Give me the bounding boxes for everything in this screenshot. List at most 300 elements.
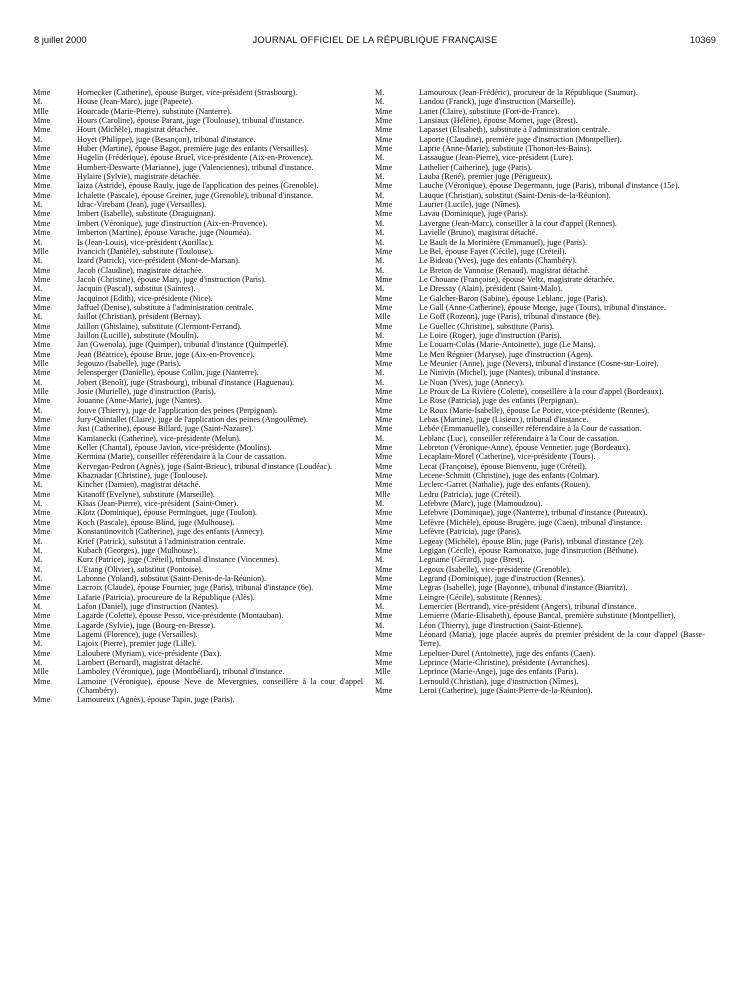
civility-title: Mme xyxy=(33,620,51,630)
civility-title: M. xyxy=(33,555,43,565)
civility-title: Mme xyxy=(375,461,393,471)
magistrate-entry xyxy=(33,387,363,396)
civility-title: Mme xyxy=(33,443,51,453)
civility-title: Mme xyxy=(33,676,51,686)
entry-text: Lernould (Christian), juge d'instruction (Nîmes). xyxy=(419,676,579,686)
entry-text: Le Louarn-Colas (Marie-Antoinette), juge (Le Mans). xyxy=(419,340,596,350)
magistrate-entry xyxy=(375,555,705,564)
entry-text: Lagemi (Florence), juge (Versailles). xyxy=(77,629,198,639)
civility-title: Mme xyxy=(33,415,51,425)
civility-title: Mme xyxy=(33,424,51,434)
civility-title: M. xyxy=(375,620,385,630)
civility-title: Mme xyxy=(375,573,393,583)
entry-text: Leblanc (Luc), conseiller référendaire à la Cour de cassation. xyxy=(419,433,620,443)
civility-title: M. xyxy=(33,97,43,107)
civility-title: Mme xyxy=(375,106,393,116)
civility-title: M. xyxy=(33,545,43,555)
entry-text: Jouve (Thierry), juge de l'application des peines (Perpignan). xyxy=(77,405,277,415)
civility-title: Mme xyxy=(33,162,51,172)
entry-text: Kervegan-Pedron (Agnès), juge (Saint-Brieuc), tribunal d'instance (Loudéac). xyxy=(77,461,332,471)
entry-text: Lapasset (Elisabeth), substitute à l'administration centrale. xyxy=(419,125,610,135)
entry-text: Le Meunier (Anne), juge (Nevers), tribunal d'instance (Cosne-sur-Loire). xyxy=(419,358,659,368)
magistrate-entry xyxy=(33,116,363,125)
civility-title: M. xyxy=(33,564,43,574)
entry-text: Keller (Chantal), épouse Javion, vice-présidente (Moulins). xyxy=(77,443,272,453)
entry-text: Hourcade (Marie-Pierre), substitute (Nanterre). xyxy=(77,106,232,116)
civility-title: Mme xyxy=(375,611,393,621)
magistrate-entry xyxy=(375,303,705,312)
magistrate-entry xyxy=(375,434,705,443)
civility-title: M. xyxy=(375,88,385,97)
civility-title: Mme xyxy=(33,489,51,499)
magistrate-entry xyxy=(33,602,363,611)
civility-title: M. xyxy=(33,377,43,387)
entry-text: Landou (Franck), juge d'instruction (Marseille). xyxy=(419,97,576,107)
civility-title: Mme xyxy=(375,443,393,453)
magistrate-entry xyxy=(375,443,705,452)
magistrate-entry xyxy=(33,144,363,153)
magistrate-entry xyxy=(375,480,705,489)
entry-text: Jan (Gwenola), juge (Quimper), tribunal d'instance (Quimperlé). xyxy=(77,340,289,350)
civility-title: Mme xyxy=(375,657,393,667)
entry-text: Lamouroux (Jean-Frédéric), procureur de la République (Saumur). xyxy=(419,88,638,97)
civility-title: M. xyxy=(33,639,43,649)
magistrate-entry xyxy=(33,583,363,592)
entry-text: Lefebvre (Dominique), juge (Nanterre), tribunal d'instance (Puteaux). xyxy=(419,508,648,518)
civility-title: Mme xyxy=(375,209,393,219)
civility-title: M. xyxy=(375,499,385,509)
civility-title: M. xyxy=(375,377,385,387)
civility-title: Mme xyxy=(33,330,51,340)
civility-title: Mme xyxy=(33,508,51,518)
magistrate-entry xyxy=(33,396,363,405)
magistrate-entry xyxy=(375,135,705,144)
magistrate-entry xyxy=(375,546,705,555)
civility-title: Mme xyxy=(375,564,393,574)
civility-title: Mme xyxy=(33,209,51,219)
civility-title: Mme xyxy=(33,349,51,359)
entry-text: Lacroix (Claude), épouse Fournier, juge (Paris), tribunal d'instance (6e). xyxy=(77,583,314,593)
entry-text: Le Loire (Roger), juge d'instruction (Paris). xyxy=(419,330,562,340)
magistrate-entry xyxy=(33,434,363,443)
magistrate-entry xyxy=(375,667,705,676)
journal-title: JOURNAL OFFICIEL DE LA RÉPUBLIQUE FRANÇAISE xyxy=(252,34,498,45)
civility-title: M. xyxy=(375,601,385,611)
magistrate-entry xyxy=(375,312,705,321)
entry-text: Lauba (René), premier juge (Périgueux). xyxy=(419,172,553,182)
civility-title: Mme xyxy=(33,190,51,200)
magistrate-entry xyxy=(33,695,363,704)
civility-title: Mme xyxy=(375,527,393,537)
magistrate-entry xyxy=(375,200,705,209)
magistrate-entry xyxy=(375,583,705,592)
civility-title: Mme xyxy=(375,321,393,331)
civility-title: Mlle xyxy=(33,358,49,368)
civility-title: M. xyxy=(375,433,385,443)
magistrate-entry xyxy=(33,256,363,265)
magistrate-entry xyxy=(375,368,705,377)
issue-date: 8 juillet 2000 xyxy=(34,34,87,45)
magistrate-entry xyxy=(375,378,705,387)
civility-title: M. xyxy=(375,237,385,247)
entry-text: Imberton (Martine), épouse Varache, juge (Nouméa). xyxy=(77,228,251,238)
civility-title: Mme xyxy=(33,648,51,658)
magistrate-entry xyxy=(375,537,705,546)
entry-text: Lathelier (Catherine), juge (Paris). xyxy=(419,162,532,172)
magistrate-entry xyxy=(375,172,705,181)
magistrate-entry xyxy=(33,97,363,106)
magistrate-entry xyxy=(33,303,363,312)
entry-text: Klaas (Jean-Pierre), vice-président (Saint-Omer). xyxy=(77,499,239,509)
entry-text: Lambert (Bernard), magistrat détaché. xyxy=(77,657,203,667)
magistrate-entry xyxy=(33,350,363,359)
entry-text: Ichalette (Pascale), épouse Greiner, juge (Grenoble), tribunal d'instance. xyxy=(77,190,313,200)
civility-title: Mme xyxy=(33,274,51,284)
entry-text: Labonne (Yoland), substitut (Saint-Denis-de-la-Réunion). xyxy=(77,573,267,583)
entry-text: Le Bideau (Yves), juge des enfants (Chambéry). xyxy=(419,256,577,266)
entry-text: Lavergne (Jean-Marc), conseiller à la cour d'appel (Rennes). xyxy=(419,218,617,228)
entry-text: Lamboley (Véronique), juge (Montbéliard), tribunal d'instance. xyxy=(77,667,285,677)
entry-text: Laloubere (Myriam), vice-présidente (Dax). xyxy=(77,648,222,658)
civility-title: Mme xyxy=(33,527,51,537)
entry-text: Lecene-Schmitt (Christine), juge des enfants (Colmar). xyxy=(419,471,600,481)
entry-text: Iaiza (Astride), épouse Rauly, juge de l'application des peines (Grenoble). xyxy=(77,181,319,191)
civility-title: Mme xyxy=(375,415,393,425)
magistrate-entry xyxy=(33,219,363,228)
magistrate-entry xyxy=(33,135,363,144)
magistrate-entry xyxy=(375,574,705,583)
entry-text: Jouanne (Anne-Marie), juge (Nantes). xyxy=(77,396,202,406)
civility-title: M. xyxy=(375,284,385,294)
entry-text: Hourt (Michèle), magistrat détachée. xyxy=(77,125,198,135)
entry-text: Lansiaux (Hélène), épouse Mornet, juge (Brest). xyxy=(419,116,578,126)
civility-title: M. xyxy=(33,405,43,415)
entry-text: L'Etang (Olivier), substitut (Pontoise). xyxy=(77,564,203,574)
civility-title: Mlle xyxy=(33,387,49,396)
civility-title: Mme xyxy=(33,144,51,154)
magistrate-entry xyxy=(375,630,705,649)
magistrate-entry xyxy=(33,125,363,134)
magistrate-entry xyxy=(33,667,363,676)
entry-text: Klotz (Dominique), épouse Perminguet, juge (Toulon). xyxy=(77,508,257,518)
magistrate-entry xyxy=(33,471,363,480)
civility-title: Mme xyxy=(375,629,393,639)
entry-text: Konstantinovitch (Catherine), juge des enfants (Annecy). xyxy=(77,527,265,537)
civility-title: M. xyxy=(33,499,43,509)
magistrate-entry xyxy=(33,621,363,630)
entry-text: Legeay (Michèle), épouse Blin, juge (Paris), tribunal d'instance (2e). xyxy=(419,536,644,546)
civility-title: M. xyxy=(375,218,385,228)
magistrate-entry xyxy=(375,611,705,620)
magistrate-entry xyxy=(33,443,363,452)
civility-title: M. xyxy=(33,312,43,322)
entry-text: Leroi (Catherine), juge (Saint-Pierre-de-la-Réunion). xyxy=(419,686,593,695)
entry-text: House (Jean-Marc), juge (Papeete). xyxy=(77,97,194,107)
entry-text: Lefèvre (Patricia), juge (Paris). xyxy=(419,527,522,537)
entry-text: Jaillon (Ghislaine), substitute (Clermont-Ferrand). xyxy=(77,321,242,331)
magistrate-entry xyxy=(33,228,363,237)
magistrate-entry xyxy=(375,247,705,256)
civility-title: M. xyxy=(33,657,43,667)
magistrate-entry xyxy=(33,527,363,536)
magistrate-entry xyxy=(375,593,705,602)
magistrate-entry xyxy=(375,144,705,153)
entry-text: Hylaire (Sylvie), magistrate détachée. xyxy=(77,172,201,182)
magistrate-entry xyxy=(33,294,363,303)
magistrate-entry xyxy=(375,322,705,331)
entry-text: Lemierre (Marie-Elisabeth), épouse Bancal, première substitute (Montpellier). xyxy=(419,611,676,621)
civility-title: Mme xyxy=(33,592,51,602)
civility-title: Mlle xyxy=(375,667,391,677)
magistrate-entry xyxy=(33,191,363,200)
magistrate-entry xyxy=(375,238,705,247)
civility-title: Mme xyxy=(375,648,393,658)
entry-text: Hours (Caroline), épouse Parant, juge (Toulouse), tribunal d'instance. xyxy=(77,116,305,126)
entry-text: Jegouzo (Isabelle), juge (Paris). xyxy=(77,358,181,368)
entry-text: Lajoix (Pierre), premier juge (Lille). xyxy=(77,639,197,649)
civility-title: Mme xyxy=(33,340,51,350)
entry-text: Lagarde (Colette), épouse Pesso, vice-présidente (Montauban). xyxy=(77,611,284,621)
magistrate-entry xyxy=(33,649,363,658)
entry-text: Le Chouane (Françoise), épouse Veltz, magistrate détachée. xyxy=(419,274,615,284)
civility-title: Mme xyxy=(33,368,51,378)
entry-text: Koch (Pascale), épouse Blind, juge (Mulhouse). xyxy=(77,517,235,527)
civility-title: Mme xyxy=(375,517,393,527)
civility-title: Mme xyxy=(375,545,393,555)
magistrate-entry xyxy=(33,508,363,517)
entry-text: Lebas (Martine), juge (Lisieux), tribunal d'instance. xyxy=(419,415,589,425)
civility-title: Mme xyxy=(33,695,51,705)
entry-text: Le Noan (Yves), juge (Annecy). xyxy=(419,377,525,387)
entry-text: Hoyet (Philippe), juge (Besançon), tribunal d'instance. xyxy=(77,134,256,144)
magistrate-entry xyxy=(375,209,705,218)
entry-text: Le Galcher-Baron (Sabine), épouse Leblanc, juge (Paris). xyxy=(419,293,608,303)
entry-text: Josie (Murielle), juge d'instruction (Paris). xyxy=(77,387,216,396)
magistrate-entry xyxy=(33,163,363,172)
entry-text: Le Bault de la Morinière (Emmanuel), juge (Paris). xyxy=(419,237,588,247)
civility-title: M. xyxy=(375,97,385,107)
civility-title: Mme xyxy=(375,583,393,593)
entry-text: Léon (Thierry), juge d'instruction (Saint-Etienne). xyxy=(419,620,583,630)
magistrate-entry xyxy=(375,294,705,303)
civility-title: M. xyxy=(33,237,43,247)
magistrate-entry xyxy=(33,452,363,461)
magistrate-entry xyxy=(375,163,705,172)
magistrate-entry xyxy=(33,209,363,218)
magistrate-entry xyxy=(33,499,363,508)
entry-text: Jelensperger (Danielle), épouse Collin, juge (Nanterre). xyxy=(77,368,259,378)
magistrate-entry xyxy=(375,125,705,134)
civility-title: Mlle xyxy=(375,312,391,322)
magistrate-entry xyxy=(33,88,363,97)
magistrate-entry xyxy=(33,322,363,331)
entry-text: Jobert (Benoît), juge (Strasbourg), tribunal d'instance (Haguenau). xyxy=(77,377,295,387)
magistrate-entry xyxy=(375,508,705,517)
civility-title: M. xyxy=(375,190,385,200)
magistrate-entry xyxy=(375,284,705,293)
magistrate-entry xyxy=(375,518,705,527)
magistrate-entry xyxy=(375,499,705,508)
magistrate-entry xyxy=(33,518,363,527)
civility-title: M. xyxy=(375,330,385,340)
civility-title: M. xyxy=(375,228,385,238)
magistrate-entry xyxy=(33,537,363,546)
entry-text: Lauque (Christian), substitut (Saint-Denis-de-la-Réunion). xyxy=(419,190,611,200)
entry-text: Jacquin (Pascal), substitut (Saintes). xyxy=(77,284,196,294)
civility-title: Mme xyxy=(33,433,51,443)
entry-text: Lauche (Véronique), épouse Degermann, juge (Paris), tribunal d'instance (15e). xyxy=(419,181,680,191)
entry-text: Lemercier (Bertrand), vice-président (Angers), tribunal d'instance. xyxy=(419,601,637,611)
magistrate-entry xyxy=(375,471,705,480)
entry-text: Ledru (Patricia), juge (Créteil). xyxy=(419,489,522,499)
entry-text: Lavielle (Bruno), magistrat détaché. xyxy=(419,228,538,238)
entry-text: Lamoine (Véronique), épouse Neve de Mevergnies, conseillère à la cour d'appel (Chambéry). xyxy=(77,676,363,695)
civility-title: Mme xyxy=(375,134,393,144)
magistrate-entry xyxy=(375,350,705,359)
entry-text: Krief (Patrick), substitut à l'administration centrale. xyxy=(77,536,246,546)
magistrate-entry xyxy=(375,452,705,461)
magistrate-entry xyxy=(33,639,363,648)
magistrate-entry xyxy=(375,88,705,97)
entry-text: Lebreton (Véronique-Anne), épouse Vennetier, juge (Bordeaux). xyxy=(419,443,631,453)
magistrate-entry xyxy=(375,266,705,275)
magistrate-entry xyxy=(375,602,705,611)
magistrate-entry xyxy=(375,219,705,228)
magistrate-entry xyxy=(33,593,363,602)
civility-title: M. xyxy=(375,265,385,275)
civility-title: Mlle xyxy=(33,246,49,256)
civility-title: Mme xyxy=(375,340,393,350)
civility-title: Mme xyxy=(33,321,51,331)
magistrate-entry xyxy=(33,266,363,275)
magistrate-entry xyxy=(33,546,363,555)
magistrate-entry xyxy=(375,565,705,574)
magistrate-entry xyxy=(375,116,705,125)
civility-title: Mme xyxy=(375,162,393,172)
civility-title: Mme xyxy=(33,88,51,97)
entry-text: Is (Jean-Louis), vice-président (Aurillac). xyxy=(77,237,214,247)
entry-text: Leprince (Marie-Ange), juge des enfants (Paris). xyxy=(419,667,579,677)
civility-title: Mme xyxy=(375,125,393,135)
entry-text: Jaillon (Lucille), substitute (Moulin). xyxy=(77,330,199,340)
magistrate-entry xyxy=(375,340,705,349)
magistrate-entry xyxy=(375,107,705,116)
civility-title: Mme xyxy=(375,508,393,518)
civility-title: M. xyxy=(375,555,385,565)
magistrate-entry xyxy=(375,396,705,405)
entry-text: Lanet (Claire), substitute (Fort-de-France). xyxy=(419,106,560,116)
magistrate-entry xyxy=(33,284,363,293)
entry-text: Lafarie (Patricia), procureure de la République (Alès). xyxy=(77,592,255,602)
civility-title: M. xyxy=(375,256,385,266)
entry-text: Lefebvre (Marc), juge (Mamoudzou). xyxy=(419,499,543,509)
civility-title: Mme xyxy=(375,405,393,415)
entry-text: Legoux (Isabelle), vice-présidente (Grenoble). xyxy=(419,564,572,574)
entry-text: Le Rose (Patricia), juge des enfants (Perpignan). xyxy=(419,396,579,406)
entry-text: Hugelin (Frédérique), épouse Bruel, vice-présidente (Aix-en-Provence). xyxy=(77,153,313,163)
magistrate-entry xyxy=(375,256,705,265)
civility-title: Mme xyxy=(33,611,51,621)
entry-text: Kermina (Marie), conseiller référendaire à la Cour de cassation. xyxy=(77,452,287,462)
civility-title: Mlle xyxy=(375,489,391,499)
civility-title: Mme xyxy=(33,153,51,163)
entry-text: Le Proux de La Rivière (Colette), conseillère à la cour d'appel (Bordeaux). xyxy=(419,387,664,396)
magistrate-entry xyxy=(33,611,363,620)
civility-title: Mme xyxy=(375,116,393,126)
civility-title: Mlle xyxy=(33,106,49,116)
magistrate-entry xyxy=(375,462,705,471)
entry-text: Le Guellec (Christine), substitute (Paris). xyxy=(419,321,555,331)
civility-title: Mme xyxy=(33,396,51,406)
magistrate-entry xyxy=(375,658,705,667)
entry-text: Jaffuel (Denise), substitute à l'administration centrale. xyxy=(77,302,254,312)
entry-text: Lavau (Dominique), juge (Paris). xyxy=(419,209,528,219)
entry-text: Jacob (Christine), épouse Mary, juge d'instruction (Paris). xyxy=(77,274,266,284)
civility-title: Mme xyxy=(33,583,51,593)
entry-text: Jean (Béatrice), épouse Brue, juge (Aix-en-Provence). xyxy=(77,349,255,359)
entry-text: Izard (Patrick), vice-président (Mont-de-Marsan). xyxy=(77,256,240,266)
entry-text: Le Men Régnier (Maryse), juge d'instruction (Agen). xyxy=(419,349,593,359)
civility-title: Mme xyxy=(33,302,51,312)
entry-text: Laurier (Lucile), juge (Nîmes). xyxy=(419,200,521,210)
entry-text: Kamianecki (Catherine), vice-présidente (Melun). xyxy=(77,433,241,443)
magistrate-entry xyxy=(33,378,363,387)
civility-title: Mme xyxy=(375,358,393,368)
civility-title: Mme xyxy=(375,246,393,256)
civility-title: Mme xyxy=(375,293,393,303)
entry-text: Ivancich (Danièle), substitute (Toulouse). xyxy=(77,246,214,256)
magistrate-entry xyxy=(33,555,363,564)
page-header xyxy=(34,34,716,48)
civility-title: Mme xyxy=(375,424,393,434)
magistrate-entry xyxy=(33,172,363,181)
magistrate-entry xyxy=(33,368,363,377)
left-column xyxy=(33,88,363,705)
magistrate-entry xyxy=(375,527,705,536)
civility-title: Mme xyxy=(33,293,51,303)
civility-title: Mme xyxy=(33,116,51,126)
civility-title: Mme xyxy=(33,461,51,471)
magistrate-entry xyxy=(375,490,705,499)
magistrate-entry xyxy=(33,181,363,190)
civility-title: Mme xyxy=(375,396,393,406)
entry-text: Jury-Quintallet (Claire), juge de l'application des peines (Angoulême). xyxy=(77,415,308,425)
entry-text: Jacob (Claudine), magistrate détachée. xyxy=(77,265,204,275)
magistrate-entry xyxy=(33,238,363,247)
entry-text: Kurz (Patrice), juge (Créteil), tribunal d'instance (Vincennes). xyxy=(77,555,280,565)
civility-title: Mme xyxy=(375,302,393,312)
civility-title: M. xyxy=(33,573,43,583)
civility-title: M. xyxy=(375,172,385,182)
magistrate-entry xyxy=(33,200,363,209)
magistrate-entry xyxy=(33,574,363,583)
civility-title: Mme xyxy=(33,181,51,191)
magistrate-entry xyxy=(375,677,705,686)
civility-title: Mme xyxy=(33,125,51,135)
civility-title: Mme xyxy=(33,629,51,639)
magistrate-entry xyxy=(375,649,705,658)
civility-title: Mme xyxy=(375,536,393,546)
entry-text: Lecat (Françoise), épouse Bienvenu, juge (Créteil). xyxy=(419,461,587,471)
civility-title: M. xyxy=(375,368,385,378)
entry-text: Le Ninivin (Michel), juge (Nantes), tribunal d'instance. xyxy=(419,368,600,378)
right-column xyxy=(375,88,705,695)
entry-text: Kitanoff (Evelyne), substitute (Marseille). xyxy=(77,489,215,499)
magistrate-entry xyxy=(375,424,705,433)
entry-text: Khaznadar (Christine), juge (Toulouse). xyxy=(77,471,208,481)
magistrate-entry xyxy=(375,181,705,190)
civility-title: Mme xyxy=(375,349,393,359)
